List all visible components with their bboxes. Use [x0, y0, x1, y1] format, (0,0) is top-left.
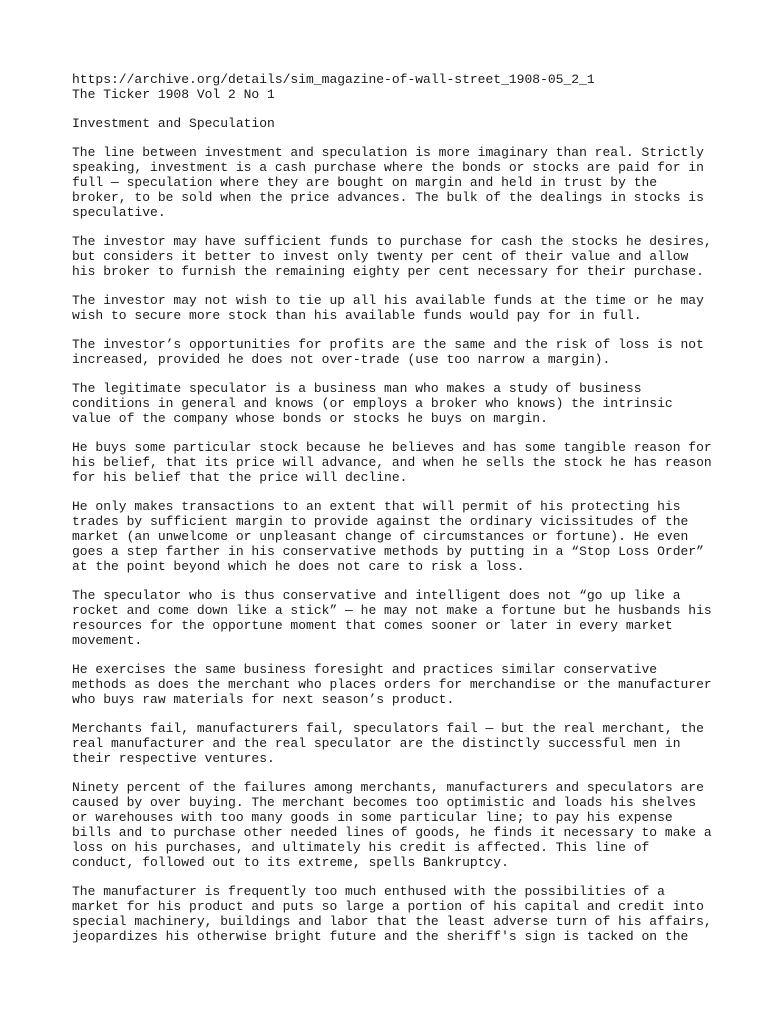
paragraph-8: The speculator who is thus conservative and intelligent does not “go up like a rocket and come down like a stick” — he may not make a fortune but he husbands his resources for the opportune moment that comes sooner or later in every market movement. [72, 588, 712, 648]
source-url: https://archive.org/details/sim_magazine-of-wall-street_1908-05_2_1 [72, 72, 595, 87]
paragraph-5: The legitimate speculator is a business man who makes a study of business conditions in general and knows (or employs a broker who knows) the intrinsic value of the company whose bonds or stocks he buys on margin. [72, 381, 673, 426]
paragraph-2: The investor may have sufficient funds to purchase for cash the stocks he desires, but considers it better to invest only twenty per cent of their value and allow his broker to furnish the remaining eighty per cent necessary for their purchase. [72, 234, 712, 279]
paragraph-4: The investor’s opportunities for profits are the same and the risk of loss is not increased, provided he does not over-trade (use too narrow a margin). [72, 337, 704, 367]
source-header [72, 72, 712, 102]
article-title: Investment and Speculation [72, 116, 275, 131]
paragraph-7: He only makes transactions to an extent that will permit of his protecting his trades by sufficient margin to provide against the ordinary vicissitudes of the market (an unwelcome or unpleasant change of circumstances or fortune). He even goes a step farther in his conservative methods by putting in a “Stop Loss Order” at the point beyond which he does not care to risk a loss. [72, 499, 704, 574]
source-title: The Ticker 1908 Vol 2 No 1 [72, 87, 275, 102]
paragraph-6: He buys some particular stock because he believes and has some tangible reason for his belief, that its price will advance, and when he sells the stock he has reason for his belief that the price will decline. [72, 440, 712, 485]
paragraph-1: The line between investment and speculation is more imaginary than real. Strictly speaking, investment is a cash purchase where the bonds or stocks are paid for in full — speculation where they are bought on margin and held in trust by the broker, to be sold when the price advances. The bulk of the dealings in stocks is speculative. [72, 145, 704, 220]
document-page [72, 72, 712, 958]
paragraph-12: The manufacturer is frequently too much enthused with the possibilities of a market for his product and puts so large a portion of his capital and credit into special machinery, buildings and labor that the least adverse turn of his affairs, jeopardizes his otherwise bright future and the sheriff's sign is tacked on the [72, 884, 712, 944]
paragraph-11: Ninety percent of the failures among merchants, manufacturers and speculators are caused by over buying. The merchant becomes too optimistic and loads his shelves or warehouses with too many goods in some particular line; to pay his expense bills and to purchase other needed lines of goods, he finds it necessary to make a loss on his purchases, and ultimately his credit is affected. This line of conduct, followed out to its extreme, spells Bankruptcy. [72, 780, 712, 870]
paragraph-3: The investor may not wish to tie up all his available funds at the time or he may wish to secure more stock than his available funds would pay for in full. [72, 293, 704, 323]
paragraph-9: He exercises the same business foresight and practices similar conservative methods as does the merchant who places orders for merchandise or the manufacturer who buys raw materials for next season’s product. [72, 662, 712, 707]
paragraph-10: Merchants fail, manufacturers fail, speculators fail — but the real merchant, the real manufacturer and the real speculator are the distinctly successful men in their respective ventures. [72, 721, 704, 766]
